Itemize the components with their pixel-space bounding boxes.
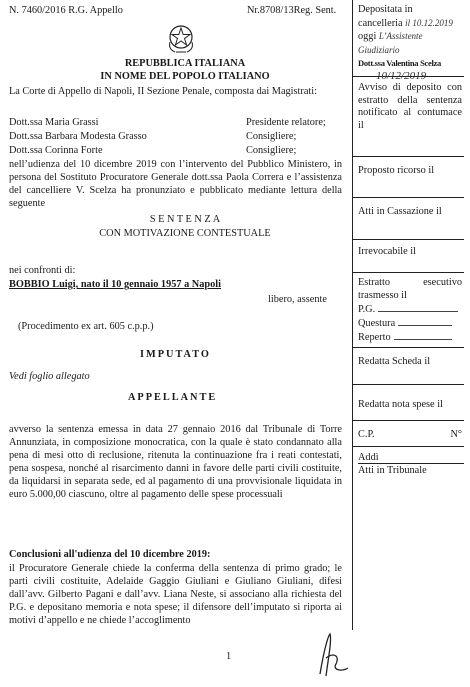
defendant-name: BOBBIO Luigi, nato il 10 gennaio 1957 a Napoli	[9, 279, 221, 290]
magistrate-role: Consigliere;	[246, 145, 297, 156]
hearing-text: nell’udienza del 10 dicembre 2019 con l’intervento del Pubblico Ministero, in persona del Sostituto Procuratore Generale dott.ssa Paola Correra e l’assistenza del cancelliere V. Scelza ha pronunziato e pubblicato mediante lettura della seguente	[9, 159, 342, 209]
imputato-note: Vedi foglio allegato	[9, 371, 90, 382]
sidebar-rule	[352, 156, 464, 157]
conclusioni-text: il Procuratore Generale chiede la conferma della sentenza di primo grado; le parti civili costituite, Adelaide Gaggio Giuliani e Giuliano Giuliani, difesi dall’avv. Gilberto Pagani e dall’avv. Liana Neste, si associano alla richiesta del P.G. e depositano memoria e nota spese; il difensore dell’imputato si riporta ai motivi d’appello e ne chiede l’accoglimento	[9, 563, 342, 626]
sidebar-rule	[352, 420, 464, 421]
magistrate-name: Dott.ssa Maria Grassi	[9, 117, 99, 128]
magistrate-role: Presidente relatore;	[246, 117, 326, 128]
defendant-intro: nei confronti di:	[9, 265, 76, 276]
sidebar-cassazione: Atti in Cassazione il	[358, 206, 442, 217]
sidebar-rule	[352, 76, 464, 77]
imputato-heading: IMPUTATO	[140, 349, 211, 360]
procedure-note: (Procedimento ex art. 605 c.p.p.)	[18, 321, 154, 332]
conclusioni-heading: Conclusioni all'udienza del 10 dicembre 2019:	[9, 549, 211, 560]
appellante-heading: APPELLANTE	[128, 392, 218, 403]
sidebar-pg: P.G.	[358, 302, 462, 317]
sidebar-ricorso: Proposto ricorso il	[358, 165, 435, 176]
sidebar-rule	[352, 272, 464, 273]
magistrate-name: Dott.ssa Barbara Modesta Grasso	[9, 131, 147, 142]
sidebar-nota-spese: Redatta nota spese il	[358, 399, 443, 410]
sidebar-irrevocabile: Irrevocabile il	[358, 246, 417, 257]
sidebar-rule	[352, 347, 464, 348]
sidebar-rule	[352, 239, 464, 240]
court-intro: La Corte di Appello di Napoli, II Sezione Penale, composta dai Magistrati:	[9, 86, 317, 97]
sidebar-reperto: Reperto	[358, 330, 462, 345]
title-people: IN NOME DEL POPOLO ITALIANO	[100, 71, 270, 82]
sentenza-title: S E N T E N Z A	[149, 214, 221, 225]
italian-republic-emblem-icon	[166, 22, 196, 54]
sidebar-divider	[352, 0, 353, 630]
sidebar-avviso: Avviso di deposito con estratto della sentenza notificato al contumace il	[358, 82, 462, 131]
sidebar-estratto: Estratto esecutivo trasmesso il	[358, 277, 462, 301]
defendant-status: libero, assente	[268, 294, 327, 305]
sidebar-addi: Addì	[358, 452, 379, 463]
title-republic: REPUBBLICA ITALIANA	[124, 58, 246, 69]
sentenza-subtitle: CON MOTIVAZIONE CONTESTUALE	[99, 228, 271, 239]
sidebar-scheda: Redatta Scheda il	[358, 356, 431, 367]
sidebar-rule	[358, 463, 464, 464]
sidebar-rule	[352, 446, 464, 447]
sidebar-atti-tribunale: Atti in Tribunale	[358, 465, 427, 476]
sidebar-deposit: Depositata in cancelleria il 10.12.2019 oggi L’Assistente Giudiziario Dott.ssa Valentina Scelza 10/12/2019	[358, 4, 453, 82]
sidebar-cp: C.P. N°	[358, 429, 462, 440]
signature-mark	[312, 630, 352, 680]
case-number: N. 7460/2016 R.G. Appello	[9, 5, 123, 16]
magistrate-name: Dott.ssa Corinna Forte	[9, 145, 103, 156]
sidebar-rule	[352, 384, 464, 385]
sidebar-rule	[352, 197, 464, 198]
sidebar-questura: Questura	[358, 316, 462, 331]
page-number: 1	[226, 651, 232, 662]
magistrate-role: Consigliere;	[246, 131, 297, 142]
appellante-text: avverso la sentenza emessa in data 27 gennaio 2016 dal Tribunale di Torre Annunziata, in composizione monocratica, con la quale è stato condannato alla pena di mesi otto di reclusione, ritenuta la continuazione fra i reati contestati, pena sospesa, nonché al risarcimento danni in favore delle parti civili costituite, da liquidarsi in separata sede, ed al pagamento di una provvisionale liquidata in euro 5.000,00 ciascuno, oltre al pagamento delle spese processuali	[9, 424, 342, 500]
sentence-number: Nr.8708/13Reg. Sent.	[247, 5, 337, 16]
